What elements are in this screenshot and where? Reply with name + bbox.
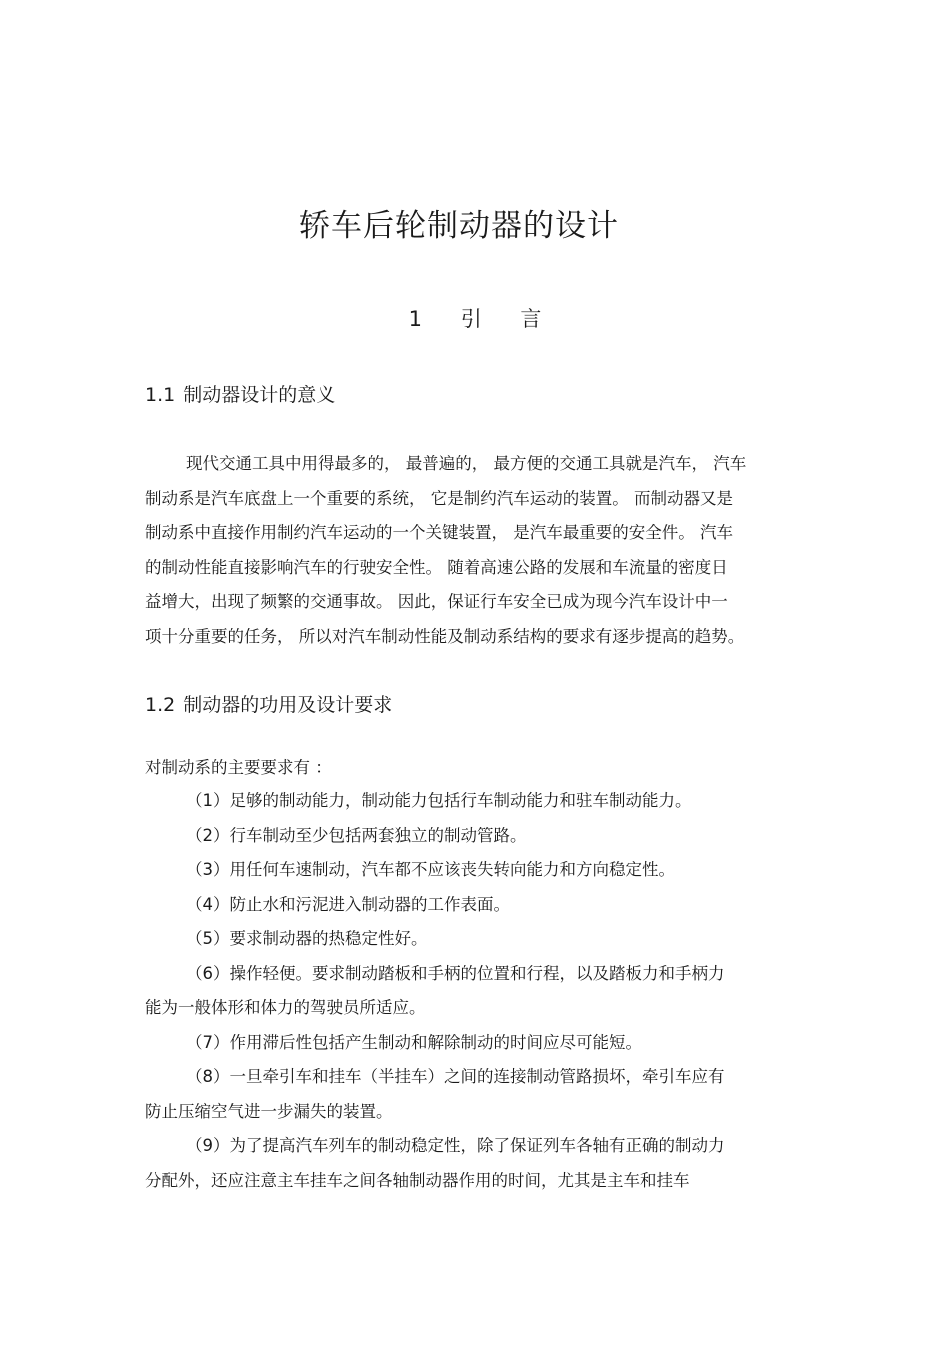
chapter-title-char-2: 言: [520, 307, 542, 331]
requirement-line: （6）操作轻便。要求制动踏板和手柄的位置和行程，以及踏板力和手柄力: [186, 963, 725, 983]
requirement-line: （4）防止水和污泥进入制动器的工作表面。: [186, 894, 510, 914]
paragraph-line: 项十分重要的任务， 所以对汽车制动性能及制动系结构的要求有逐步提高的趋势。: [145, 626, 745, 646]
paragraph-line: 益增大，出现了频繁的交通事故。 因此，保证行车安全已成为现今汽车设计中一: [145, 592, 728, 611]
paragraph-line: 现代交通工具中用得最多的， 最普遍的， 最方便的交通工具就是汽车， 汽车: [186, 454, 747, 473]
section-title: 制动器设计的意义: [183, 384, 336, 406]
paragraph-line: 的制动性能直接影响汽车的行驶安全性。 随着高速公路的发展和车流量的密度日: [145, 557, 728, 577]
section-title: 制动器的功用及设计要求: [183, 694, 393, 716]
requirement-line: （3）用任何车速制动，汽车都不应该丧失转向能力和方向稳定性。: [186, 860, 675, 879]
paragraph-line: 制动系是汽车底盘上一个重要的系统， 它是制约汽车运动的装置。 而制动器又是: [145, 488, 733, 508]
chapter-heading: [0, 303, 950, 333]
requirement-line: （8）一旦牵引车和挂车（半挂车）之间的连接制动管路损坏，牵引车应有: [186, 1067, 725, 1086]
chapter-title-char-1: 引: [460, 307, 482, 331]
section-number: 1.2: [145, 694, 176, 716]
section-heading-1-2: [145, 690, 392, 717]
requirement-line: （2）行车制动至少包括两套独立的制动管路。: [186, 825, 527, 845]
section-number: 1.1: [145, 384, 176, 406]
document-title: 轿车后轮制动器的设计: [299, 208, 619, 244]
requirement-line: （7）作用滞后性包括产生制动和解除制动的时间应尽可能短。: [186, 1032, 642, 1052]
paragraph-line: 制动系中直接作用制约汽车运动的一个关键装置， 是汽车最重要的安全件。 汽车: [145, 523, 733, 542]
requirement-line: （9）为了提高汽车列车的制动稳定性，除了保证列车各轴有正确的制动力: [186, 1136, 725, 1155]
requirement-line: （1）足够的制动能力，制动能力包括行车制动能力和驻车制动能力。: [186, 791, 692, 810]
requirement-line: 能为一般体形和体力的驾驶员所适应。: [145, 998, 426, 1017]
requirements-list: [145, 784, 805, 1198]
requirement-line: 防止压缩空气进一步漏失的装置。: [145, 1101, 393, 1121]
requirement-line: 分配外，还应注意主车挂车之间各轴制动器作用的时间，尤其是主车和挂车: [145, 1170, 690, 1190]
chapter-number: 1: [408, 307, 422, 331]
section-heading-1-1: [145, 380, 335, 407]
requirements-lead: 对制动系的主要要求有 ：: [145, 758, 332, 777]
requirement-line: （5）要求制动器的热稳定性好。: [186, 929, 428, 948]
paragraph-significance: [145, 447, 805, 654]
